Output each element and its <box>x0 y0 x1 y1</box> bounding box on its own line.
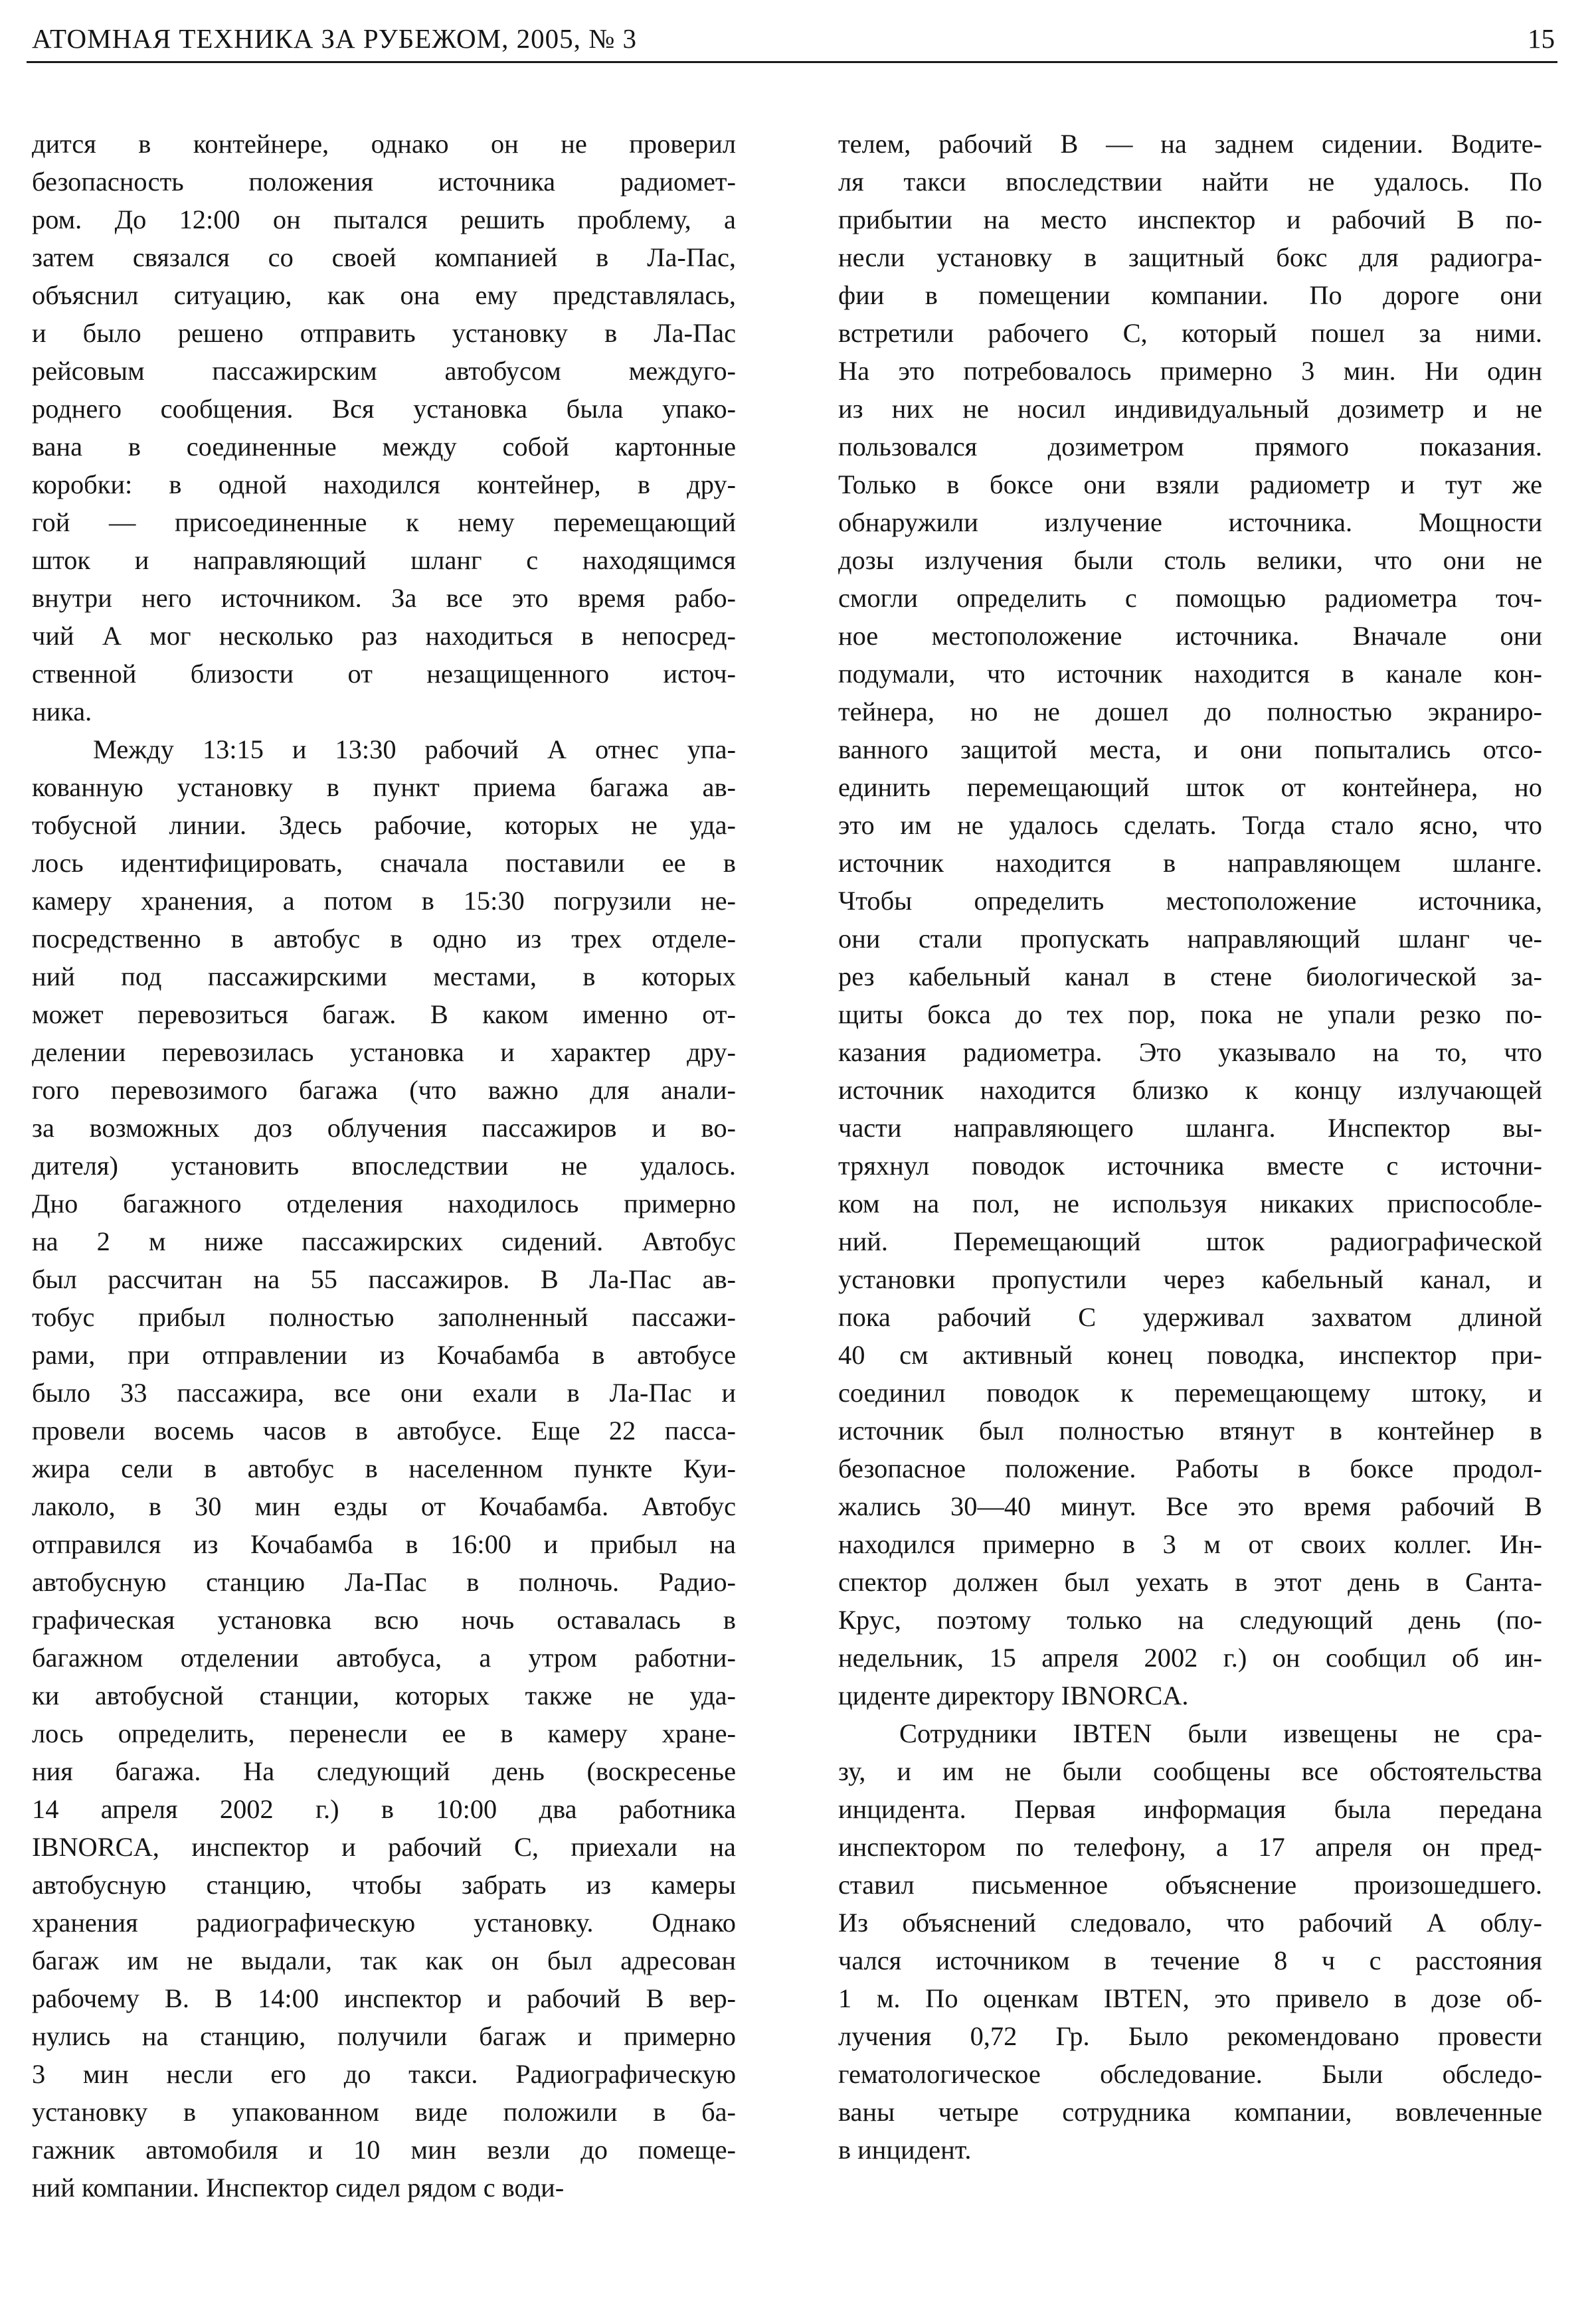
text-line: коробки: в одной находился контейнер, в дру- <box>32 469 736 499</box>
text-line: соединил поводок к перемещающему штоку, и <box>838 1378 1542 1408</box>
text-line: ния багажа. На следующий день (воскресенье <box>32 1756 736 1786</box>
text-line: ний. Перемещающий шток радиографической <box>838 1226 1542 1256</box>
text-line: дозы излучения были столь велики, что они не <box>838 545 1542 575</box>
text-line: источник находится в направляющем шланге. <box>838 848 1542 878</box>
journal-title: АТОМНАЯ ТЕХНИКА ЗА РУБЕЖОМ, 2005, № 3 <box>32 23 637 54</box>
text-line: автобусную станцию Ла-Пас в полночь. Радио- <box>32 1567 736 1597</box>
text-line: спектор должен был уехать в этот день в Санта- <box>838 1567 1542 1597</box>
text-line: ний компании. Инспектор сидел рядом с води- <box>32 2173 565 2202</box>
text-line: был рассчитан на 55 пассажиров. В Ла-Пас ав- <box>32 1264 736 1294</box>
text-line: ром. До 12:00 он пытался решить проблему, а <box>32 205 736 234</box>
paragraph <box>32 125 736 730</box>
text-line: ваны четыре сотрудника компании, вовлеченные <box>838 2097 1542 2127</box>
text-line: пока рабочий С удерживал захватом длиной <box>838 1302 1542 1332</box>
text-line: тейнера, но не дошел до полностью экраниро- <box>838 697 1542 726</box>
text-line: и было решено отправить установку в Ла-Пас <box>32 318 736 348</box>
text-line: посредственно в автобус в одно из трех отделе- <box>32 924 736 954</box>
text-line: нулись на станцию, получили багаж и примерно <box>32 2021 736 2051</box>
text-line: делении перевозилась установка и характер дру- <box>32 1037 736 1067</box>
text-line: может перевозиться багаж. В каком именно от- <box>32 999 736 1029</box>
text-line: Чтобы определить местоположение источника, <box>838 886 1542 916</box>
text-line: части направляющего шланга. Инспектор вы- <box>838 1113 1542 1143</box>
text-line: обнаружили излучение источника. Мощности <box>838 507 1542 537</box>
text-line: хранения радиографическую установку. Однако <box>32 1908 736 1938</box>
text-line: рабочему В. В 14:00 инспектор и рабочий В вер- <box>32 1983 736 2013</box>
paragraph <box>838 125 1542 1714</box>
text-line: ний под пассажирскими местами, в которых <box>32 961 736 991</box>
text-line: вана в соединенные между собой картонные <box>32 432 736 461</box>
text-line: Между 13:15 и 13:30 рабочий А отнес упа- <box>93 734 736 764</box>
text-line: единить перемещающий шток от контейнера, но <box>838 772 1542 802</box>
text-line: в инцидент. <box>838 2135 972 2165</box>
text-line: тобусной линии. Здесь рабочие, которых не уда- <box>32 810 736 840</box>
text-line: на 2 м ниже пассажирских сидений. Автобус <box>32 1226 736 1256</box>
text-line: подумали, что источник находится в канале кон- <box>838 659 1542 689</box>
text-line: тобус прибыл полностью заполненный пассажи- <box>32 1302 736 1332</box>
paragraph <box>32 730 736 2206</box>
text-line: гого перевозимого багажа (что важно для анали- <box>32 1075 736 1105</box>
text-line: Крус, поэтому только на следующий день (по- <box>838 1605 1542 1635</box>
text-line: щиты бокса до тех пор, пока не упали резко по- <box>838 999 1542 1029</box>
text-line: фии в помещении компании. По дороге они <box>838 280 1542 310</box>
text-line: безопасное положение. Работы в боксе продол- <box>838 1453 1542 1483</box>
text-line: циденте директору IBNORCA. <box>838 1681 1189 1710</box>
text-line: багаж им не выдали, так как он был адресован <box>32 1946 736 1975</box>
text-line: ванного защитой места, и они попытались отсо- <box>838 734 1542 764</box>
text-line: инспектором по телефону, а 17 апреля он пред- <box>838 1832 1542 1862</box>
text-line: встретили рабочего С, который пошел за ними. <box>838 318 1542 348</box>
text-line: ное местоположение источника. Вначале они <box>838 621 1542 651</box>
text-line: 40 см активный конец поводка, инспектор при- <box>838 1340 1542 1370</box>
text-line: лось определить, перенесли ее в камеру хране- <box>32 1718 736 1748</box>
text-line: ля такси впоследствии найти не удалось. По <box>838 167 1542 197</box>
text-line: было 33 пассажира, все они ехали в Ла-Пас и <box>32 1378 736 1408</box>
text-line: они стали пропускать направляющий шланг че- <box>838 924 1542 954</box>
text-line: гажник автомобиля и 10 мин везли до помеще- <box>32 2135 736 2165</box>
text-line: объяснил ситуацию, как она ему представлялась, <box>32 280 736 310</box>
text-line: Из объяснений следовало, что рабочий А облу- <box>838 1908 1542 1938</box>
text-line: 1 м. По оценкам IBTEN, это привело в дозе об- <box>838 1983 1542 2013</box>
text-line: Дно багажного отделения находилось примерно <box>32 1189 736 1218</box>
text-line: несли установку в защитный бокс для радиогра- <box>838 242 1542 272</box>
text-line: ставил письменное объяснение произошедшего. <box>838 1870 1542 1900</box>
text-line: ственной близости от незащищенного источ- <box>32 659 736 689</box>
text-line: это им не удалось сделать. Тогда стало ясно, что <box>838 810 1542 840</box>
text-line: источник находится близко к концу излучающей <box>838 1075 1542 1105</box>
text-line: камеру хранения, а потом в 15:30 погрузили не- <box>32 886 736 916</box>
text-line: установку в упакованном виде положили в ба- <box>32 2097 736 2127</box>
text-line: находился примерно в 3 м от своих коллег. Ин- <box>838 1529 1542 1559</box>
text-line: дится в контейнере, однако он не проверил <box>32 129 736 159</box>
running-header <box>27 19 1557 60</box>
text-line: багажном отделении автобуса, а утром работни- <box>32 1643 736 1673</box>
text-line: ки автобусной станции, которых также не уда- <box>32 1681 736 1710</box>
text-line: отправился из Кочабамба в 16:00 и прибыл на <box>32 1529 736 1559</box>
left-column <box>32 125 736 2206</box>
text-line: безопасность положения источника радиомет- <box>32 167 736 197</box>
text-line: казания радиометра. Это указывало на то, что <box>838 1037 1542 1067</box>
text-line: рейсовым пассажирским автобусом междуго- <box>32 356 736 386</box>
text-line: 14 апреля 2002 г.) в 10:00 два работника <box>32 1794 736 1824</box>
text-line: источник был полностью втянут в контейнер в <box>838 1416 1542 1446</box>
text-line: установки пропустили через кабельный канал, и <box>838 1264 1542 1294</box>
text-line: затем связался со своей компанией в Ла-Пас, <box>32 242 736 272</box>
text-line: лаколо, в 30 мин езды от Кочабамба. Автобус <box>32 1491 736 1521</box>
text-line: прибытии на место инспектор и рабочий В по- <box>838 205 1542 234</box>
text-line: На это потребовалось примерно 3 мин. Ни один <box>838 356 1542 386</box>
text-line: пользовался дозиметром прямого показания. <box>838 432 1542 461</box>
text-line: недельник, 15 апреля 2002 г.) он сообщил об ин- <box>838 1643 1542 1673</box>
text-line: жались 30—40 минут. Все это время рабочий В <box>838 1491 1542 1521</box>
text-line: чий А мог несколько раз находиться в непосред- <box>32 621 736 651</box>
text-line: из них не носил индивидуальный дозиметр и не <box>838 394 1542 424</box>
text-line: смогли определить с помощью радиометра точ- <box>838 583 1542 613</box>
text-line: кованную установку в пункт приема багажа ав- <box>32 772 736 802</box>
text-line: шток и направляющий шланг с находящимся <box>32 545 736 575</box>
text-line: чался источником в течение 8 ч с расстояния <box>838 1946 1542 1975</box>
text-line: гематологическое обследование. Были обследо- <box>838 2059 1542 2089</box>
paragraph <box>838 1714 1542 2169</box>
text-line: внутри него источником. За все это время рабо- <box>32 583 736 613</box>
text-line: провели восемь часов в автобусе. Еще 22 пасса- <box>32 1416 736 1446</box>
text-line: телем, рабочий В — на заднем сидении. Водите- <box>838 129 1542 159</box>
text-line: IBNORCA, инспектор и рабочий С, приехали на <box>32 1832 736 1862</box>
text-line: ника. <box>32 697 92 726</box>
text-line: жира сели в автобус в населенном пункте Куи- <box>32 1453 736 1483</box>
text-line: лучения 0,72 Гр. Было рекомендовано провести <box>838 2021 1542 2051</box>
text-line: лось идентифицировать, сначала поставили ее в <box>32 848 736 878</box>
text-line: автобусную станцию, чтобы забрать из камеры <box>32 1870 736 1900</box>
text-line: тряхнул поводок источника вместе с источни- <box>838 1151 1542 1181</box>
text-line: за возможных доз облучения пассажиров и во- <box>32 1113 736 1143</box>
right-column <box>838 125 1542 2169</box>
text-line: зу, и им не были сообщены все обстоятельства <box>838 1756 1542 1786</box>
text-line: дителя) установить впоследствии не удалось. <box>32 1151 736 1181</box>
text-line: Только в боксе они взяли радиометр и тут же <box>838 469 1542 499</box>
page-number: 15 <box>1528 23 1555 54</box>
header-rule <box>27 61 1557 63</box>
text-line: рез кабельный канал в стене биологической за- <box>838 961 1542 991</box>
text-line: ком на пол, не используя никаких приспособле- <box>838 1189 1542 1218</box>
text-line: Сотрудники IBTEN были извещены не сра- <box>899 1718 1542 1748</box>
text-line: гой — присоединенные к нему перемещающий <box>32 507 736 537</box>
text-line: графическая установка всю ночь оставалась в <box>32 1605 736 1635</box>
text-line: инцидента. Первая информация была передана <box>838 1794 1542 1824</box>
text-line: рами, при отправлении из Кочабамба в автобусе <box>32 1340 736 1370</box>
text-line: 3 мин несли его до такси. Радиографическую <box>32 2059 736 2089</box>
text-line: роднего сообщения. Вся установка была упако- <box>32 394 736 424</box>
